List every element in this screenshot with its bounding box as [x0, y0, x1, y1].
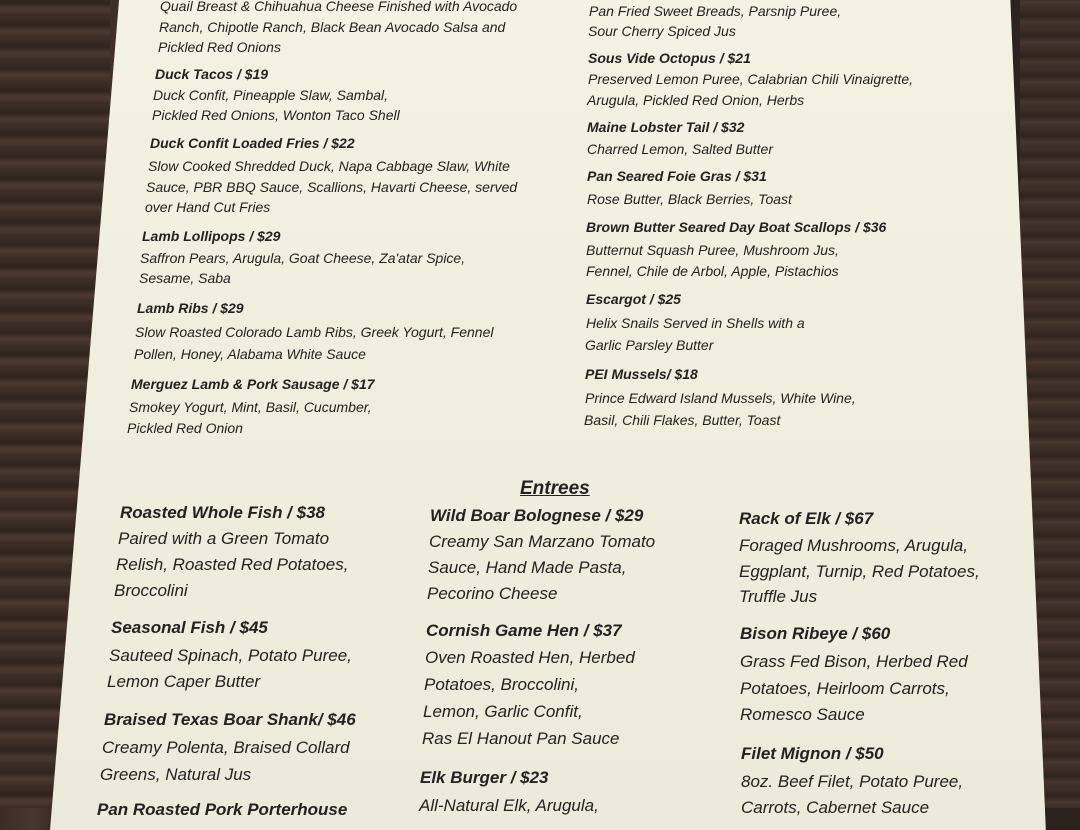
menu-item-title: Merguez Lamb & Pork Sausage / $17: [131, 376, 375, 392]
entree-desc: Oven Roasted Hen, Herbed: [425, 648, 635, 667]
section-heading-entrees: Entrees: [520, 478, 590, 499]
entree-desc: Potatoes, Broccolini,: [424, 675, 579, 694]
menu-item-desc: Pan Fried Sweet Breads, Parsnip Puree,: [589, 3, 842, 19]
menu-item-title: Lamb Lollipops / $29: [142, 228, 281, 244]
menu-item-desc: Sour Cherry Spiced Jus: [588, 23, 736, 39]
entree-desc: Lemon Caper Butter: [107, 672, 261, 691]
menu-item-desc: over Hand Cut Fries: [145, 199, 271, 215]
menu-item-title: Pan Seared Foie Gras / $31: [587, 168, 767, 184]
menu-item-desc: Pickled Red Onion: [127, 420, 243, 436]
menu-item-desc: Charred Lemon, Salted Butter: [587, 141, 773, 157]
menu-item-desc: Pickled Red Onions, Wonton Taco Shell: [152, 107, 400, 123]
entree-desc: Broccolini: [114, 581, 188, 600]
entree-desc: Eggplant, Turnip, Red Potatoes,: [739, 562, 980, 581]
entree-title: Filet Mignon / $50: [741, 744, 884, 763]
entree-title: Seasonal Fish / $45: [111, 618, 268, 637]
entree-desc: Grass Fed Bison, Herbed Red: [740, 652, 968, 671]
entree-desc: Potatoes, Heirloom Carrots,: [740, 679, 950, 698]
menu-item-title: Lamb Ribs / $29: [137, 300, 244, 316]
menu-item-title: Sous Vide Octopus / $21: [588, 50, 751, 66]
entree-desc: Carrots, Cabernet Sauce: [741, 798, 930, 817]
menu-item-title: Duck Confit Loaded Fries / $22: [150, 135, 355, 151]
menu-item-desc: Duck Confit, Pineapple Slaw, Sambal,: [153, 87, 389, 103]
menu-item-desc: Pickled Red Onions: [158, 39, 281, 55]
entree-desc: Truffle Jus: [739, 587, 818, 606]
menu-item-title: Duck Tacos / $19: [155, 66, 269, 82]
menu-item-desc: Smokey Yogurt, Mint, Basil, Cucumber,: [129, 399, 372, 415]
entree-title: Wild Boar Bolognese / $29: [430, 506, 644, 525]
entree-title: Cornish Game Hen / $37: [426, 621, 622, 640]
entree-title: Elk Burger / $23: [420, 768, 549, 787]
menu-item-title: PEI Mussels/ $18: [585, 366, 698, 382]
entree-desc: Pecorino Cheese: [427, 584, 558, 603]
menu-item-desc: Sesame, Saba: [139, 270, 231, 286]
menu-item-desc: Ranch, Chipotle Ranch, Black Bean Avocado Salsa and: [159, 19, 506, 35]
menu-item-desc: Pollen, Honey, Alabama White Sauce: [134, 346, 366, 362]
entree-desc: Creamy San Marzano Tomato: [429, 532, 656, 551]
entree-desc: Lemon, Garlic Confit,: [423, 702, 583, 721]
menu-item-desc: Saffron Pears, Arugula, Goat Cheese, Za'atar Spice,: [140, 250, 466, 266]
menu-item-title: Brown Butter Seared Day Boat Scallops / $36: [586, 219, 887, 235]
menu-item-desc: Basil, Chili Flakes, Butter, Toast: [584, 412, 781, 428]
entree-desc: Foraged Mushrooms, Arugula,: [739, 536, 968, 555]
menu-item-desc: Butternut Squash Puree, Mushroom Jus,: [586, 242, 839, 258]
menu-item-title: Maine Lobster Tail / $32: [587, 119, 745, 135]
entree-title: Bison Ribeye / $60: [740, 624, 891, 643]
menu-item-desc: Preserved Lemon Puree, Calabrian Chili Vinaigrette,: [588, 71, 914, 87]
menu-item-desc: Garlic Parsley Butter: [585, 337, 714, 353]
entree-desc: Paired with a Green Tomato: [118, 529, 330, 548]
entree-desc: All-Natural Elk, Arugula,: [419, 796, 599, 815]
entree-title: Braised Texas Boar Shank/ $46: [104, 710, 356, 729]
menu-item-title: Escargot / $25: [586, 291, 681, 307]
menu-item-desc: Rose Butter, Black Berries, Toast: [587, 191, 792, 207]
menu-item-desc: Slow Cooked Shredded Duck, Napa Cabbage Slaw, White: [148, 158, 510, 174]
menu-item-desc: Prince Edward Island Mussels, White Wine,: [585, 390, 856, 406]
entree-title: Pan Roasted Pork Porterhouse: [97, 800, 348, 819]
entree-desc: 8oz. Beef Filet, Potato Puree,: [741, 772, 964, 791]
entree-desc: Sauteed Spinach, Potato Puree,: [109, 646, 352, 665]
entree-desc: Sauce, Hand Made Pasta,: [428, 558, 627, 577]
entree-desc: Ras El Hanout Pan Sauce: [422, 729, 620, 748]
entree-desc: Relish, Roasted Red Potatoes,: [116, 555, 349, 574]
menu-item-desc: Slow Roasted Colorado Lamb Ribs, Greek Yogurt, Fennel: [135, 324, 494, 340]
menu-item-desc: Helix Snails Served in Shells with a: [586, 315, 805, 331]
menu-item-desc: Fennel, Chile de Arbol, Apple, Pistachios: [586, 263, 839, 279]
entree-title: Roasted Whole Fish / $38: [120, 503, 325, 522]
menu-item-desc: Sauce, PBR BBQ Sauce, Scallions, Havarti Cheese, served: [146, 179, 518, 195]
entree-desc: Greens, Natural Jus: [100, 765, 252, 784]
entree-desc: Creamy Polenta, Braised Collard: [102, 738, 350, 757]
entree-desc: Romesco Sauce: [740, 705, 865, 724]
menu-item-desc: Quail Breast & Chihuahua Cheese Finished with Avocado: [160, 0, 518, 14]
entree-title: Rack of Elk / $67: [739, 509, 874, 528]
menu-item-desc: Arugula, Pickled Red Onion, Herbs: [587, 92, 805, 108]
